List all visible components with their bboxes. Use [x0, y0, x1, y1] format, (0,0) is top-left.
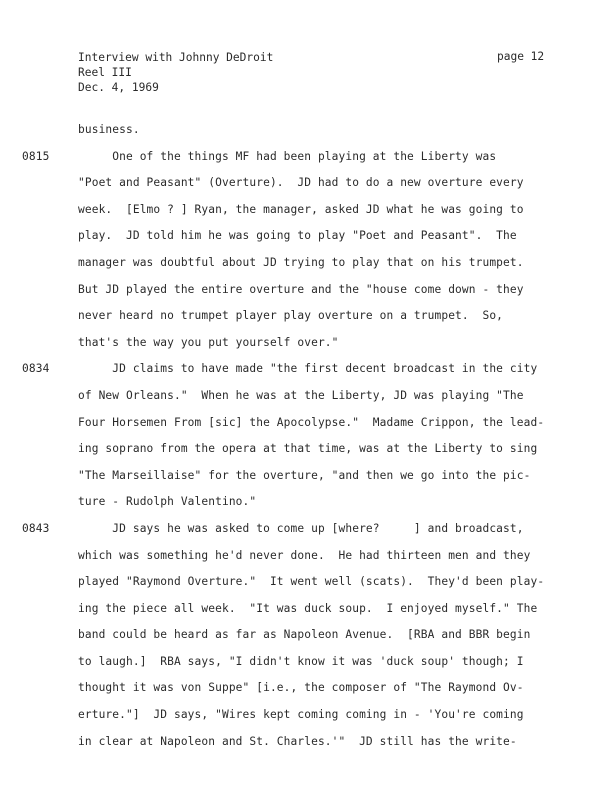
tape-timecode: 0815 [22, 149, 50, 163]
transcript-line: that's the way you put yourself over." [78, 335, 339, 349]
header-date: Dec. 4, 1969 [78, 81, 159, 94]
transcript-line: "Poet and Peasant" (Overture). JD had to do a new overture every [78, 176, 524, 190]
transcript-line: JD says he was asked to come up [where? ] and broadcast, [78, 521, 524, 535]
interview-header [78, 50, 273, 95]
transcript-line: Four Horsemen From [sic] the Apocolypse." Madame Crippon, the lead- [78, 415, 545, 429]
transcript-paragraph [22, 144, 558, 357]
transcript-line: thought it was von Suppe" [i.e., the composer of "The Raymond Ov- [78, 681, 524, 695]
transcript-body [22, 117, 558, 755]
transcript-line: But JD played the entire overture and the "house come down - they [78, 282, 524, 296]
transcript-line: manager was doubtful about JD trying to play that on his trumpet. [78, 255, 524, 269]
transcript-line: in clear at Napoleon and St. Charles.'" JD still has the write- [78, 734, 517, 748]
tape-timecode: 0834 [22, 362, 50, 376]
transcript-paragraph [78, 117, 558, 144]
transcript-line: business. [78, 123, 140, 136]
transcript-paragraph [22, 516, 558, 755]
transcript-line: JD claims to have made "the first decent broadcast in the city [78, 362, 538, 376]
transcript-line: which was something he'd never done. He had thirteen men and they [78, 548, 531, 562]
transcript-line: play. JD told him he was going to play "Poet and Peasant". The [78, 229, 517, 243]
header-reel: Reel III [78, 66, 132, 79]
transcript-line: ing the piece all week. "It was duck soup. I enjoyed myself." The [78, 601, 538, 615]
transcript-paragraph [22, 356, 558, 516]
transcript-line: band could be heard as far as Napoleon Avenue. [RBA and BBR begin [78, 628, 531, 642]
transcript-line: "The Marseillaise" for the overture, "and then we go into the pic- [78, 468, 531, 482]
header-title: Interview with Johnny DeDroit [78, 51, 274, 64]
transcript-line: erture."] JD says, "Wires kept coming coming in - 'You're coming [78, 708, 524, 722]
transcript-line: to laugh.] RBA says, "I didn't know it was 'duck soup' though; I [78, 654, 524, 668]
transcript-line: week. [Elmo ? ] Ryan, the manager, asked JD what he was going to [78, 202, 524, 216]
transcript-line: One of the things MF had been playing at the Liberty was [78, 149, 497, 163]
transcript-line: never heard no trumpet player play overture on a trumpet. So, [78, 309, 504, 323]
transcript-line: ing soprano from the opera at that time, was at the Liberty to sing [78, 442, 538, 456]
transcript-line: ture - Rudolph Valentino." [78, 495, 257, 509]
transcript-line: of New Orleans." When he was at the Liberty, JD was playing "The [78, 388, 524, 402]
tape-timecode: 0843 [22, 521, 50, 535]
transcript-line: played "Raymond Overture." It went well (scats). They'd been play- [78, 575, 545, 589]
page-number: page 12 [497, 50, 545, 63]
